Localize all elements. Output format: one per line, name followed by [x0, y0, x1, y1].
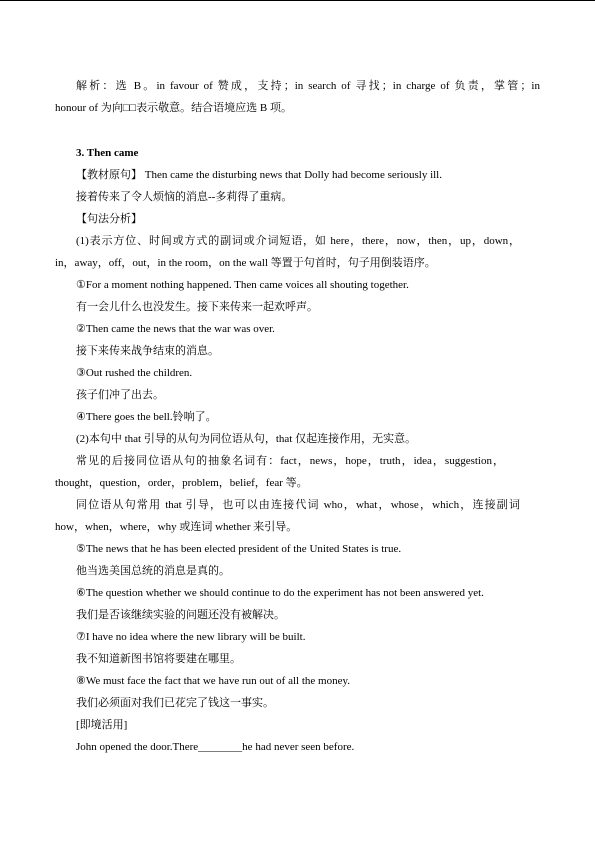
rule-1-line-1: (1)表示方位、时间或方式的副词或介词短语，如 here，there，now，then，up，down， — [76, 235, 520, 247]
analysis-line-2: honour of 为向□□表示敬意。结合语境应选 B 项。 — [55, 102, 292, 114]
example-1-translation: 有一会儿什么也没发生。接下来传来一起欢呼声。 — [76, 301, 318, 313]
example-5: ⑤The news that he has been elected president of the United States is true. — [76, 543, 402, 555]
rule-2-line-4: 同位语从句常用 that 引导，也可以由连接代词 who，what，whose，which，连接副词 — [76, 499, 520, 511]
section-heading: 3. Then came — [76, 147, 139, 159]
rule-1-line-2: in，away，off，out，in the room，on the wall 等置于句首时，句子用倒装语序。 — [55, 257, 436, 269]
top-border-line — [0, 0, 595, 1]
example-6-translation: 我们是否该继续实验的问题还没有被解决。 — [76, 609, 285, 621]
example-2: ②Then came the news that the war was over. — [76, 323, 275, 335]
example-6: ⑥The question whether we should continue to do the experiment has not been answered yet. — [76, 587, 484, 599]
example-5-translation: 他当选美国总统的消息是真的。 — [76, 565, 230, 577]
example-8-translation: 我们必须面对我们已花完了钱这一事实。 — [76, 697, 274, 709]
example-1: ①For a moment nothing happened. Then came voices all shouting together. — [76, 279, 409, 291]
example-7: ⑦I have no idea where the new library will be built. — [76, 631, 306, 643]
example-3-translation: 孩子们冲了出去。 — [76, 389, 164, 401]
rule-2-line-2: 常见的后接同位语从句的抽象名词有：fact，news，hope，truth，idea，suggestion， — [76, 455, 504, 467]
rule-2-line-5: how，when，where，why 或连词 whether 来引导。 — [55, 521, 298, 533]
example-8: ⑧We must face the fact that we have run out of all the money. — [76, 675, 350, 687]
textbook-sentence-translation: 接着传来了令人烦恼的消息--多莉得了重病。 — [76, 191, 293, 203]
syntax-analysis-heading: 【句法分析】 — [76, 213, 142, 225]
example-4: ④There goes the bell.铃响了。 — [76, 411, 217, 423]
example-7-translation: 我不知道新图书馆将要建在哪里。 — [76, 653, 241, 665]
rule-2-line-3: thought，question，order，problem，belief，fear 等。 — [55, 477, 308, 489]
analysis-line-1: 解析：选 B。in favour of 赞成，支持；in search of 寻找；in charge of 负责，掌管；in — [76, 80, 540, 92]
example-2-translation: 接下来传来战争结束的消息。 — [76, 345, 219, 357]
practice-heading: [即境活用] — [76, 719, 128, 731]
textbook-sentence: 【教材原句】 Then came the disturbing news that Dolly had become seriously ill. — [76, 169, 442, 181]
rule-2-line-1: (2)本句中 that 引导的从句为同位语从句，that 仅起连接作用，无实意。 — [76, 433, 417, 445]
example-3: ③Out rushed the children. — [76, 367, 193, 379]
practice-question: John opened the door.There________he had never seen before. — [76, 741, 355, 753]
